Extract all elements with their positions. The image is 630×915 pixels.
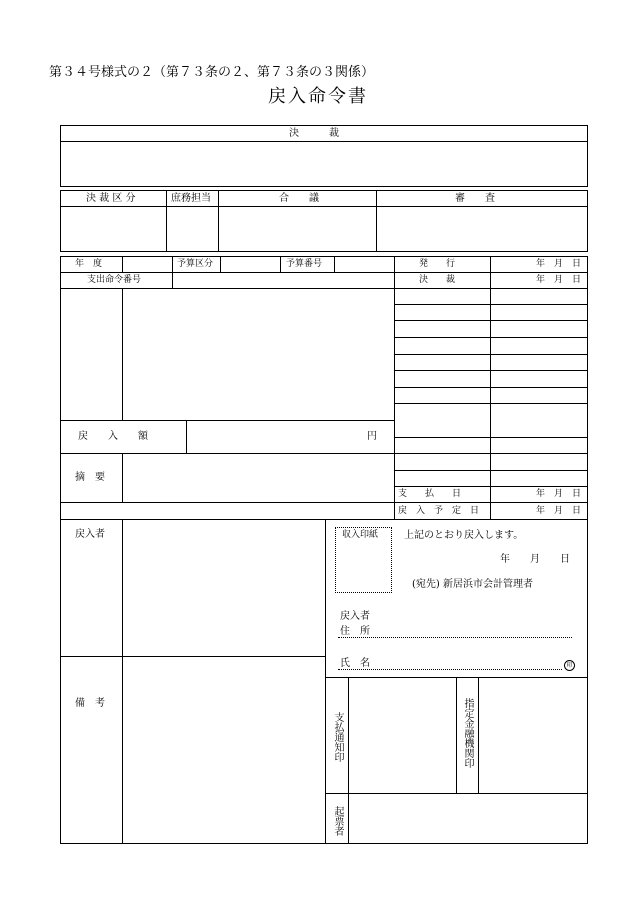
name-field[interactable] bbox=[338, 669, 562, 670]
revenue-stamp-label: 収入印紙 bbox=[342, 530, 379, 540]
document-title: 戻入命令書 bbox=[268, 86, 368, 107]
form-number: 第３４号様式の２（第７３条の２、第７３条の３関係） bbox=[49, 65, 375, 80]
shishutsu-number-label: 支出命令番号 bbox=[87, 275, 142, 285]
notice-seal-label: 支払通知印 bbox=[332, 712, 343, 762]
payer-statement: 上記のとおり戻入します。 bbox=[404, 530, 524, 541]
yosan-bangou-label: 予算番号 bbox=[286, 259, 323, 269]
name-label: 氏 名 bbox=[340, 658, 370, 669]
payer-addressee: (宛先) 新居浜市会計管理者 bbox=[412, 579, 533, 590]
summary-label: 摘 要 bbox=[75, 472, 105, 483]
yotei-label: 戻 入 予 定 日 bbox=[398, 506, 480, 516]
approval-shinsa-header: 審 査 bbox=[455, 193, 495, 204]
hakkou-label: 発 行 bbox=[419, 259, 456, 269]
approval-shomu-header: 庶務担当 bbox=[171, 193, 211, 204]
payer-sub-label: 戻入者 bbox=[340, 611, 370, 622]
kessai-date: 年 月 日 bbox=[536, 275, 582, 285]
approval-gougi-header: 合 議 bbox=[279, 193, 319, 204]
nendo-label: 年 度 bbox=[75, 259, 103, 269]
yotei-date: 年 月 日 bbox=[536, 506, 582, 516]
payer-left-label: 戻入者 bbox=[75, 529, 105, 540]
address-field[interactable] bbox=[338, 637, 572, 638]
amount-label: 戻 入 額 bbox=[78, 431, 148, 442]
shiharai-date: 年 月 日 bbox=[536, 489, 582, 499]
approval-kubun-header: 決 裁 区 分 bbox=[86, 193, 136, 204]
amount-unit: 円 bbox=[367, 431, 377, 442]
hakkou-date: 年 月 日 bbox=[536, 259, 582, 269]
payer-date: 年 月 日 bbox=[500, 554, 570, 565]
decision-header: 決 裁 bbox=[289, 128, 339, 139]
yosan-kubun-label: 予算区分 bbox=[177, 259, 214, 269]
drafter-label: 起票者 bbox=[332, 806, 343, 836]
bank-seal-label: 指定金融機関印 bbox=[462, 698, 473, 768]
shiharai-label: 支 払 日 bbox=[398, 489, 462, 499]
remarks-label: 備 考 bbox=[75, 698, 105, 709]
address-label: 住 所 bbox=[340, 626, 370, 637]
kessai-label: 決 裁 bbox=[419, 275, 456, 285]
seal-mark: 印 bbox=[564, 660, 575, 671]
